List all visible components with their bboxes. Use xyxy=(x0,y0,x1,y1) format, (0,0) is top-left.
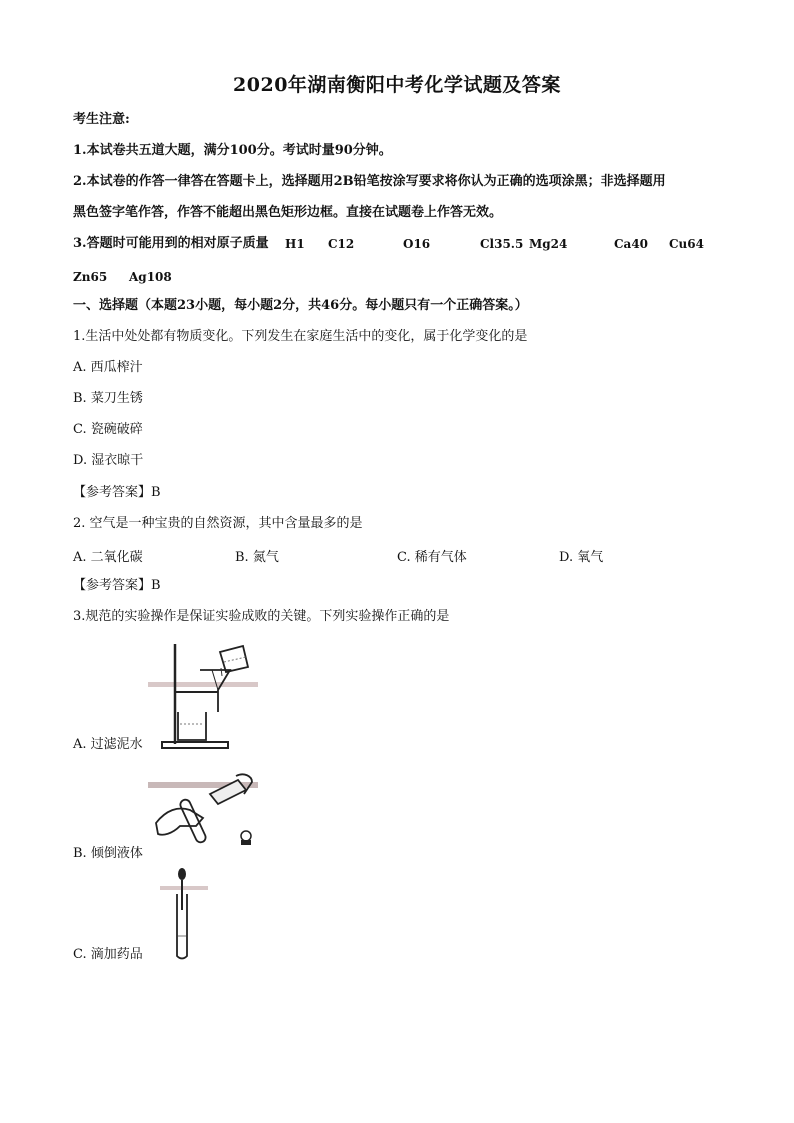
mass-ca: Ca40 xyxy=(614,237,649,251)
q3-option-a: A. 过滤泥水 xyxy=(73,737,143,752)
notice-item-2: 2.本试卷的作答一律答在答题卡上，选择题用2B铅笔按涂写要求将你认为正确的选项涂黑；非选择题用 xyxy=(73,174,666,189)
q2-option-c: C. 稀有气体 xyxy=(397,550,467,565)
page-title: 2020年湖南衡阳中考化学试题及答案 xyxy=(233,74,561,96)
mass-cl: Cl35.5 xyxy=(480,237,524,251)
notice-item-2-cont: 黑色签字笔作答，作答不能超出黑色矩形边框。直接在试题卷上作答无效。 xyxy=(73,205,503,220)
q1-option-a: A. 西瓜榨汁 xyxy=(73,360,143,375)
q2-option-a: A. 二氧化碳 xyxy=(73,550,143,565)
q2-option-b: B. 氮气 xyxy=(235,550,279,565)
notice-item-1: 1.本试卷共五道大题，满分100分。考试时量90分钟。 xyxy=(73,143,392,158)
mass-cu: Cu64 xyxy=(669,237,704,251)
dropper-figure xyxy=(160,866,210,961)
q1-stem: 1.生活中处处都有物质变化。下列发生在家庭生活中的变化，属于化学变化的是 xyxy=(73,329,528,344)
q2-stem: 2. 空气是一种宝贵的自然资源，其中含量最多的是 xyxy=(73,516,363,531)
q2-option-d: D. 氧气 xyxy=(559,550,604,565)
q1-option-b: B. 菜刀生锈 xyxy=(73,391,143,406)
mass-c: C12 xyxy=(328,237,355,251)
q3-stem: 3.规范的实验操作是保证实验成败的关键。下列实验操作正确的是 xyxy=(73,609,450,624)
q2-answer: 【参考答案】B xyxy=(73,578,161,593)
mass-h: H1 xyxy=(285,237,305,251)
notice-mass-label: 3.答题时可能用到的相对原子质量 xyxy=(73,236,269,251)
section-heading: 一、选择题（本题23小题，每小题2分，共46分。每小题只有一个正确答案。） xyxy=(73,298,528,313)
notice-heading: 考生注意: xyxy=(73,112,130,127)
q3-option-c: C. 滴加药品 xyxy=(73,947,143,962)
q3-option-b: B. 倾倒液体 xyxy=(73,846,143,861)
mass-zn: Zn65 xyxy=(73,270,108,284)
mass-ag: Ag108 xyxy=(129,270,172,284)
filtration-figure xyxy=(148,642,258,752)
mass-mg: Mg24 xyxy=(529,237,568,251)
q1-answer: 【参考答案】B xyxy=(73,485,161,500)
mass-o: O16 xyxy=(403,237,431,251)
pouring-liquid-figure xyxy=(148,768,268,853)
q1-option-c: C. 瓷碗破碎 xyxy=(73,422,143,437)
q1-option-d: D. 湿衣晾干 xyxy=(73,453,144,468)
